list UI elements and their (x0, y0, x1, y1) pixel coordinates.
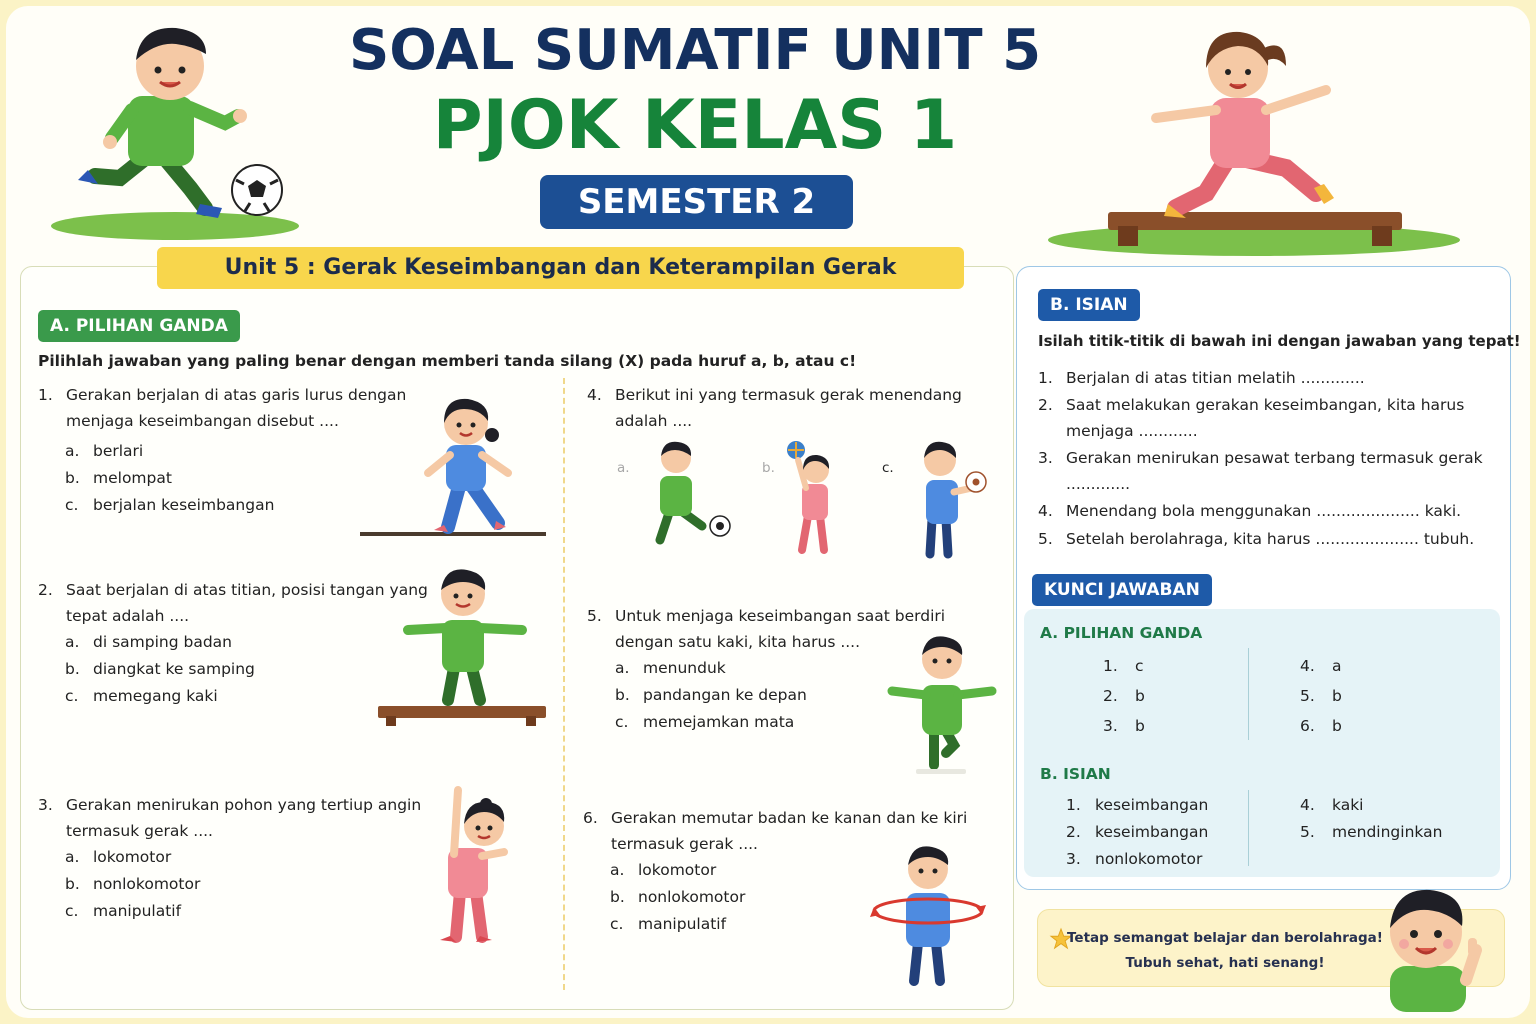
question-3: 3. Gerakan menirukan pohon yang tertiup angin termasuk gerak .... (38, 796, 422, 840)
answer-pg-3: 3. b (1103, 717, 1145, 735)
q3-option-c[interactable]: c. manipulatif (65, 902, 182, 920)
q5-option-b[interactable]: b. pandangan ke depan (615, 686, 807, 704)
isian-item-1[interactable]: 1. Berjalan di atas titian melatih ............. (1038, 369, 1365, 387)
q6-option-a[interactable]: a. lokomotor (610, 861, 717, 879)
title-line1: SOAL SUMATIF UNIT 5 (348, 18, 1042, 83)
column-divider (563, 378, 565, 990)
answer-key-tag: KUNCI JAWABAN (1032, 574, 1212, 606)
q2-option-a[interactable]: a. di samping badan (65, 633, 232, 651)
boy-twisting-illustration (870, 845, 986, 990)
question-6: 6. Gerakan memutar badan ke kanan dan ke kiri termasuk gerak .... (583, 809, 968, 853)
answer-isian-3: 3. nonlokomotor (1066, 850, 1203, 868)
motivation-line1: Tetap semangat belajar dan berolahraga! (1067, 930, 1383, 946)
section-a-instruction: Pilihlah jawaban yang paling benar dengan memberi tanda silang (X) pada huruf a, b, atau c! (38, 352, 857, 370)
section-b-tag: B. ISIAN (1038, 289, 1140, 321)
boy-on-beam-illustration (376, 568, 548, 730)
girl-balance-beam-illustration (1046, 18, 1462, 258)
answer-key-isian-divider (1248, 790, 1249, 866)
unit-banner: Unit 5 : Gerak Keseimbangan dan Keterampilan Gerak (157, 247, 964, 289)
semester-pill: SEMESTER 2 (540, 175, 853, 229)
question-1: 1. Gerakan berjalan di atas garis lurus dengan menjaga keseimbangan disebut .... (38, 386, 407, 430)
q3-option-b[interactable]: b. nonlokomotor (65, 875, 201, 893)
boy-kicking-illustration (50, 18, 310, 243)
q6-option-b[interactable]: b. nonlokomotor (610, 888, 746, 906)
answer-isian-1: 1. keseimbangan (1066, 796, 1209, 814)
isian-item-2[interactable]: 2. Saat melakukan gerakan keseimbangan, kita harus menjaga ............ (1038, 396, 1465, 440)
answer-key-isian-head: B. ISIAN (1040, 765, 1111, 783)
answer-pg-5: 5. b (1300, 687, 1342, 705)
q5-option-a[interactable]: a. menunduk (615, 659, 726, 677)
q4-option-a-kicking-illustration (640, 440, 740, 552)
q2-option-c[interactable]: c. memegang kaki (65, 687, 218, 705)
q1-option-b[interactable]: b. melompat (65, 469, 172, 487)
answer-isian-4: 4. kaki (1300, 796, 1364, 814)
title-line2: PJOK KELAS 1 (432, 86, 958, 165)
section-b-instruction: Isilah titik-titik di bawah ini dengan jawaban yang tepat! (1038, 332, 1521, 350)
question-5: 5. Untuk menjaga keseimbangan saat berdiri dengan satu kaki, kita harus .... (587, 607, 946, 651)
answer-pg-2: 2. b (1103, 687, 1145, 705)
answer-key-pg-head: A. PILIHAN GANDA (1040, 624, 1203, 642)
isian-item-3[interactable]: 3. Gerakan menirukan pesawat terbang termasuk gerak ............. (1038, 449, 1483, 493)
answer-isian-2: 2. keseimbangan (1066, 823, 1209, 841)
isian-item-4[interactable]: 4. Menendang bola menggunakan ..................... kaki. (1038, 502, 1462, 520)
answer-pg-4: 4. a (1300, 657, 1342, 675)
motivation-line2: Tubuh sehat, hati senang! (1125, 955, 1325, 971)
answer-pg-6: 6. b (1300, 717, 1342, 735)
girl-stretching-illustration (420, 782, 520, 947)
q4-option-c-holding-ball-illustration (912, 440, 992, 562)
boy-one-leg-stand-illustration (886, 635, 996, 777)
answer-isian-5: 5. mendinginkan (1300, 823, 1443, 841)
q4-option-b[interactable]: b. (762, 460, 775, 476)
q6-option-c[interactable]: c. manipulatif (610, 915, 727, 933)
question-4: 4. Berikut ini yang termasuk gerak menendang adalah .... (587, 386, 962, 430)
q4-option-a[interactable]: a. (617, 460, 630, 476)
q2-option-b[interactable]: b. diangkat ke samping (65, 660, 255, 678)
question-2: 2. Saat berjalan di atas titian, posisi tangan yang tepat adalah .... (38, 581, 428, 625)
q5-option-c[interactable]: c. memejamkan mata (615, 713, 795, 731)
girl-walking-line-illustration (360, 395, 546, 540)
answer-key-pg-divider (1248, 648, 1249, 740)
q1-option-a[interactable]: a. berlari (65, 442, 144, 460)
q4-option-c[interactable]: c. (882, 460, 894, 476)
q4-option-b-throwing-illustration (780, 440, 850, 558)
isian-item-5[interactable]: 5. Setelah berolahraga, kita harus ..................... tubuh. (1038, 530, 1475, 548)
answer-pg-1: 1. c (1103, 657, 1144, 675)
q3-option-a[interactable]: a. lokomotor (65, 848, 172, 866)
q1-option-c[interactable]: c. berjalan keseimbangan (65, 496, 275, 514)
section-a-tag: A. PILIHAN GANDA (38, 310, 240, 342)
boy-thumbs-up-illustration (1380, 884, 1490, 1012)
